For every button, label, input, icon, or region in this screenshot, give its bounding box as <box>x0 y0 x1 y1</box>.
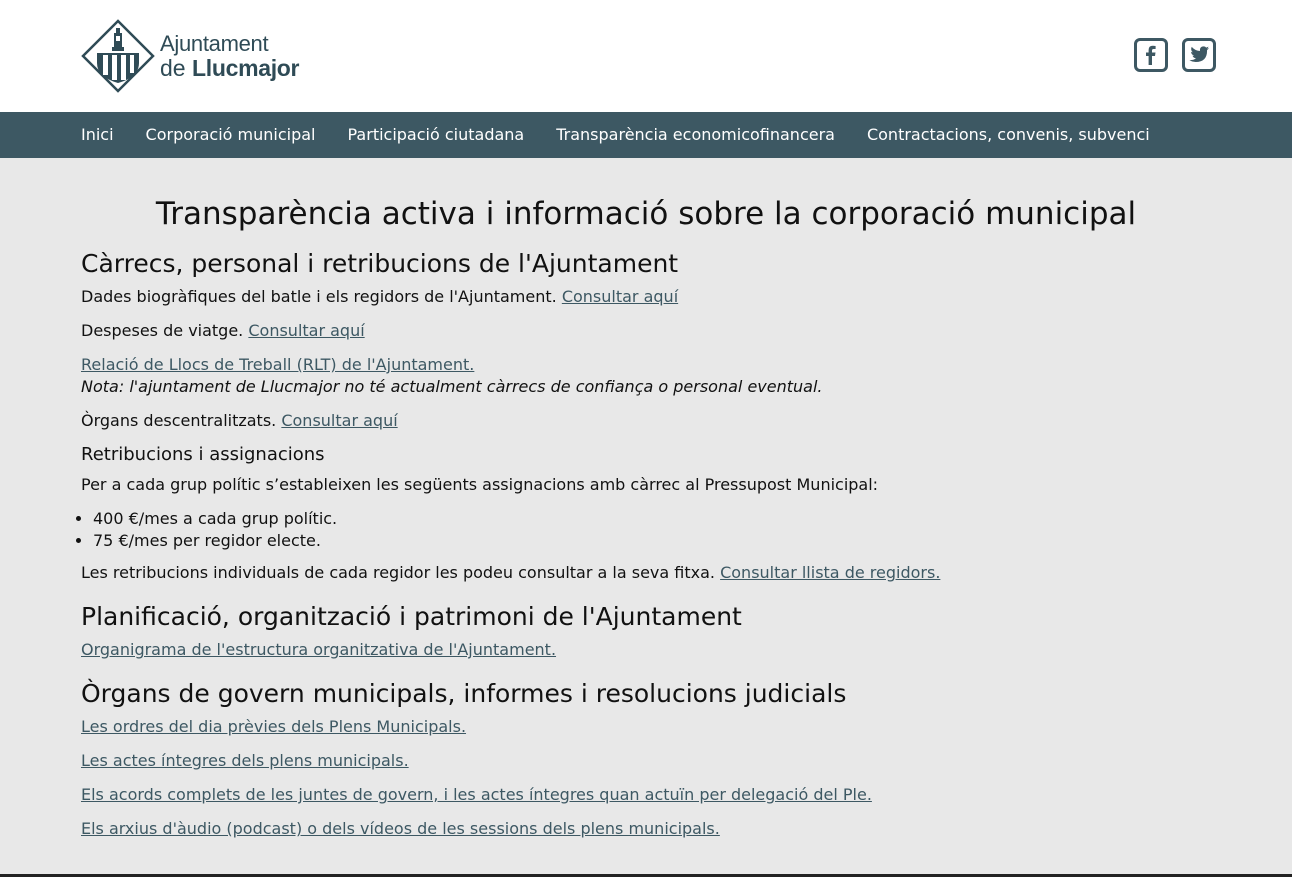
section-carrecs <box>81 249 1211 584</box>
link-rlt[interactable]: Relació de Llocs de Treball (RLT) de l'Ajuntament. <box>81 355 475 374</box>
link-consultar-despeses[interactable]: Consultar aquí <box>248 321 365 340</box>
section-heading-carrecs: Càrrecs, personal i retribucions de l'Ajuntament <box>81 249 679 278</box>
logo-prefix: de <box>160 55 186 81</box>
facebook-icon <box>1141 44 1161 66</box>
link-arxius-audio[interactable]: Els arxius d'àudio (podcast) o dels vídeos de les sessions dels plens municipals. <box>81 819 720 838</box>
llucmajor-crest-icon <box>81 19 155 93</box>
link-acords-juntes[interactable]: Els acords complets de les juntes de govern, i les actes íntegres quan actuïn per delegació del Ple. <box>81 785 872 804</box>
paragraph-organs-descentralitzats <box>81 410 1211 432</box>
text-despeses-viatge: Despeses de viatge. <box>81 321 244 340</box>
subheading-retribucions: Retribucions i assignacions <box>81 444 325 465</box>
paragraph-dades-biografiques <box>81 286 1211 308</box>
link-actes-integres[interactable]: Les actes íntegres dels plens municipals. <box>81 751 409 770</box>
site-logo[interactable] <box>81 19 299 93</box>
paragraph-arxius-audio <box>81 818 1211 840</box>
main-navigation <box>0 112 1292 158</box>
section-organs-govern <box>81 679 1211 840</box>
link-organigrama[interactable]: Organigrama de l'estructura organitzativa de l'Ajuntament. <box>81 640 557 659</box>
paragraph-assignacions: Per a cada grup polític s’estableixen les següents assignacions amb càrrec al Pressupost Municipal: <box>81 475 879 494</box>
twitter-button[interactable] <box>1182 38 1216 72</box>
nav-item-corporacio[interactable]: Corporació municipal <box>145 125 316 144</box>
paragraph-retribucions-individuals <box>81 562 1211 584</box>
paragraph-despeses-viatge <box>81 320 1211 342</box>
facebook-button[interactable] <box>1134 38 1168 72</box>
nav-item-transparencia[interactable]: Transparència economicofinancera <box>556 125 835 144</box>
note-carrecs-confianca: Nota: l'ajuntament de Llucmajor no té actualment càrrecs de confiança o personal eventual. <box>81 377 823 396</box>
list-item: • 75 €/mes per regidor electe. <box>93 530 1211 552</box>
list-assignacions <box>93 508 1211 552</box>
nav-item-contractacions[interactable]: Contractacions, convenis, subvenci <box>866 125 1150 144</box>
nav-track <box>65 112 1166 158</box>
section-heading-planificacio: Planificació, organització i patrimoni de l'Ajuntament <box>81 602 742 631</box>
twitter-icon <box>1188 45 1210 65</box>
logo-line-llucmajor <box>160 56 299 80</box>
paragraph-rlt <box>81 354 1211 398</box>
page-title: Transparència activa i informació sobre la corporació municipal <box>155 196 1137 232</box>
logo-line-ajuntament: Ajuntament <box>160 31 269 56</box>
paragraph-actes-integres <box>81 750 1211 772</box>
nav-item-inici[interactable]: Inici <box>81 125 114 144</box>
link-consultar-organs[interactable]: Consultar aquí <box>281 411 398 430</box>
section-heading-organs-govern: Òrgans de govern municipals, informes i resolucions judicials <box>81 679 847 708</box>
nav-item-participacio[interactable]: Participació ciutadana <box>347 125 525 144</box>
section-planificacio <box>81 602 1211 661</box>
main-content <box>0 158 1292 840</box>
link-llista-regidors[interactable]: Consultar llista de regidors. <box>720 563 941 582</box>
list-item: • 400 €/mes a cada grup polític. <box>93 508 1211 530</box>
paragraph-organigrama <box>81 639 1211 661</box>
text-organs-descentralitzats: Òrgans descentralitzats. <box>81 411 277 430</box>
logo-name: Llucmajor <box>191 55 300 81</box>
text-dades-biografiques: Dades biogràfiques del batle i els regidors de l'Ajuntament. <box>81 287 557 306</box>
logo-wordmark <box>160 32 299 80</box>
social-links <box>1134 38 1216 72</box>
link-consultar-biografies[interactable]: Consultar aquí <box>561 287 679 306</box>
link-ordres-dia[interactable]: Les ordres del dia prèvies dels Plens Municipals. <box>81 717 467 736</box>
text-retribucions-individuals: Les retribucions individuals de cada regidor les podeu consultar a la seva fitxa. <box>81 563 715 582</box>
paragraph-ordres-dia <box>81 716 1211 738</box>
paragraph-acords-juntes <box>81 784 1211 806</box>
site-header <box>0 0 1292 112</box>
